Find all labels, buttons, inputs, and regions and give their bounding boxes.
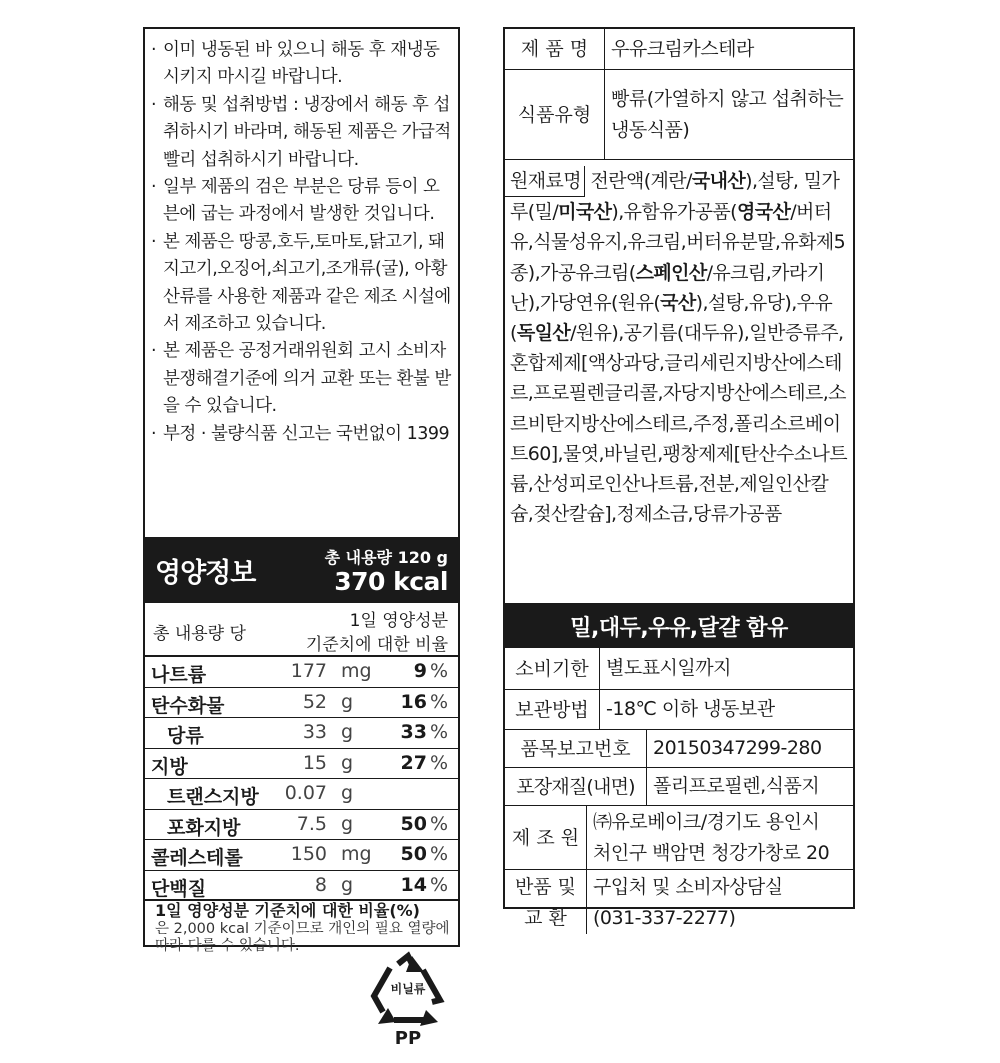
- nutrition-basis-row: [145, 603, 458, 657]
- product-name-label: 제 품 명: [505, 29, 605, 69]
- packaging-value: 폴리프로필렌,식품지: [653, 775, 820, 797]
- report-number-value: 20150347299-280: [653, 737, 822, 759]
- nutrient-name: 단백질: [151, 877, 207, 900]
- return-row: [505, 870, 853, 929]
- percent-sign: %: [429, 721, 448, 743]
- nutrition-row: [145, 871, 458, 902]
- percent-sign: %: [429, 843, 448, 865]
- expiry-row: [505, 648, 853, 690]
- precaution-item: · 부정 · 불량식품 신고는 국번없이 1399: [151, 423, 450, 444]
- storage-value: -18℃ 이하 냉동보관: [606, 698, 775, 720]
- nutrient-amount: 33: [302, 721, 327, 743]
- food-type-row: [505, 70, 853, 160]
- return-line-1: 구입처 및 소비자상담실: [593, 876, 783, 898]
- nutrient-unit: g: [341, 751, 354, 774]
- nutrient-unit: mg: [341, 660, 372, 682]
- ingredient-text: /유크림,카라기난),가당연유(원유(: [510, 261, 825, 314]
- nutrient-unit: g: [341, 782, 354, 804]
- allergen-banner: 밀,대두,우유,달걀 함유: [505, 604, 853, 648]
- nutrient-name: 지방: [151, 755, 188, 778]
- ingredients-text: [510, 170, 847, 525]
- percent-sign: %: [429, 812, 448, 835]
- nutrient-percent: 50: [400, 812, 427, 835]
- storage-row: [505, 690, 853, 730]
- nutrient-name: 콜레스테롤: [151, 847, 243, 869]
- ingredient-text: /원유),공기름(대두유),일반증류주,혼합제제[액상과당,글리세린지방산에스테르,프로필렌글리콜,자당지방산에스테르,소르비탄지방산에스테르,주정,폴리소르베이트60],물엿,바닐린,팽창제제[탄산수소나트륨,산성피로인산나트륨,전분,제일인산칼슘,젖산칼슘],정제소금,당류가공품: [510, 322, 847, 526]
- ingredient-text: ),유함유가공품(: [611, 201, 737, 224]
- ingredients: [505, 160, 853, 604]
- nutrition-row: [145, 688, 458, 719]
- nutrient-name: 탄수화물: [151, 694, 225, 717]
- precaution-item: · 이미 냉동된 바 있으니 해동 후 재냉동 시키지 마시길 바랍니다.: [151, 40, 440, 88]
- origin-country: 스페인산: [635, 261, 707, 284]
- nutrient-amount: 0.07: [284, 782, 327, 804]
- nutrient-name: 트랜스지방: [167, 786, 259, 808]
- nutrient-name: 당류: [167, 725, 204, 747]
- product-name-value: 우유크림카스테라: [611, 37, 754, 60]
- origin-country: 국내산: [691, 170, 746, 192]
- nutrition-row: [145, 810, 458, 841]
- precaution-item: · 본 제품은 땅콩,호두,토마토,닭고기, 돼지고기,오징어,쇠고기,조개류(굴), 아황산류를 사용한 제품과 같은 제조 시설에서 제조하고 있습니다.: [151, 231, 451, 335]
- recycle-arrows-icon: [368, 950, 448, 1030]
- manufacturer-row: [505, 806, 853, 870]
- nutrient-percent: 33: [400, 721, 427, 743]
- percent-sign: %: [429, 873, 448, 896]
- ingredient-text: ),설탕, 밀가루(밀/: [510, 170, 840, 224]
- nutrient-name: 포화지방: [167, 816, 241, 839]
- origin-country: 영국산: [736, 201, 791, 224]
- origin-country: 국산: [660, 291, 696, 314]
- percent-sign: %: [429, 751, 448, 774]
- daily-value-label-2: 기준치에 대한 비율: [305, 635, 448, 655]
- material-code: PP: [394, 1028, 422, 1049]
- nutrient-unit: g: [341, 873, 354, 896]
- nutrient-percent: 50: [400, 843, 427, 865]
- nutrient-percent: 16: [400, 690, 427, 713]
- report-number-label: 품목보고번호: [505, 730, 647, 767]
- ingredient-text: 전란액(계란/: [585, 170, 692, 192]
- footnote-text: 은 2,000 kcal 기준이므로 개인의 필요 열량에 따라 다를 수 있습니다.: [155, 921, 450, 954]
- manufacturer-line-1: ㈜유로베이크/경기도 용인시: [593, 810, 820, 833]
- origin-country: 미국산: [558, 201, 612, 224]
- nutrition-header: [145, 537, 458, 603]
- nutrient-name: 나트륨: [151, 664, 207, 686]
- return-label: [505, 870, 587, 934]
- nutrition-footnote: [145, 901, 458, 955]
- left-panel: [143, 27, 460, 954]
- expiry-label: 소비기한: [505, 648, 600, 689]
- nutrient-unit: mg: [341, 843, 372, 865]
- storage-label: 보관방법: [505, 690, 600, 729]
- precaution-item: · 일부 제품의 검은 부분은 당류 등이 오븐에 굽는 과정에서 발생한 것입니다.: [151, 177, 440, 225]
- nutrient-amount: 8: [314, 873, 327, 896]
- food-type-label: 식품유형: [505, 70, 605, 159]
- manufacturer-line-2: 처인구 백암면 청강가창로 20: [593, 841, 830, 864]
- return-value: [587, 870, 783, 934]
- origin-country: 독일산: [516, 322, 571, 345]
- nutrient-amount: 7.5: [296, 812, 327, 835]
- precaution-item: · 본 제품은 공정거래위원회 고시 소비자분쟁해결기준에 의거 교환 또는 환불 받을 수 있습니다.: [151, 341, 451, 417]
- return-label-line-2: 교 환: [524, 907, 567, 929]
- precautions: [145, 29, 458, 507]
- nutrition-table: [145, 657, 458, 901]
- basis-label: 총 내용량 당: [153, 624, 246, 644]
- nutrition-row: [145, 749, 458, 780]
- nutrient-percent: 9: [413, 660, 427, 682]
- report-number-row: [505, 730, 853, 768]
- total-content: 총 내용량 120 g: [324, 548, 448, 567]
- nutrient-unit: g: [341, 812, 354, 835]
- nutrient-percent: 27: [400, 751, 427, 774]
- product-name-row: [505, 29, 853, 70]
- nutrition-row: [145, 779, 458, 810]
- percent-sign: %: [429, 690, 448, 713]
- nutrition-row: [145, 840, 458, 871]
- nutrient-amount: 150: [290, 843, 327, 865]
- food-type-value: 빵류(가열하지 않고 섭취하는 냉동식품): [611, 87, 844, 141]
- daily-value-label: 1일 영양성분: [349, 611, 448, 631]
- precaution-item: · 해동 및 섭취방법 : 냉장에서 해동 후 섭취하시기 바라며, 해동된 제품은 가급적 빨리 섭취하시기 바랍니다.: [151, 94, 451, 170]
- manufacturer-value: [587, 806, 829, 869]
- nutrient-amount: 177: [290, 660, 327, 682]
- footnote-title: 1일 영양성분 기준치에 대한 비율(%): [155, 901, 420, 920]
- nutrient-amount: 52: [302, 690, 327, 713]
- nutrient-percent: 14: [400, 873, 427, 896]
- nutrient-unit: g: [341, 690, 354, 713]
- manufacturer-label: 제 조 원: [505, 806, 587, 869]
- return-line-2: (031-337-2277): [593, 907, 736, 929]
- packaging-label: 포장재질(내면): [505, 768, 647, 805]
- packaging-row: [505, 768, 853, 806]
- nutrition-title: 영양정보: [155, 558, 256, 589]
- nutrient-amount: 15: [302, 751, 327, 774]
- product-info-panel: [503, 27, 855, 929]
- return-label-line-1: 반품 및: [514, 876, 577, 898]
- nutrition-row: [145, 718, 458, 749]
- ingredient-text: /버터유,식물성유지,유크림,버터유분말,유화제5종),가공유크림(: [510, 201, 846, 284]
- calories: 370 kcal: [334, 567, 448, 596]
- nutrient-unit: g: [341, 721, 354, 743]
- nutrition-row: [145, 657, 458, 688]
- expiry-value: 별도표시일까지: [606, 657, 731, 679]
- ingredients-label: 원재료명: [505, 166, 585, 197]
- percent-sign: %: [429, 660, 448, 682]
- recycle-label: 비닐류: [390, 982, 426, 996]
- ingredient-text: ),설탕,유당),우유(: [510, 291, 833, 345]
